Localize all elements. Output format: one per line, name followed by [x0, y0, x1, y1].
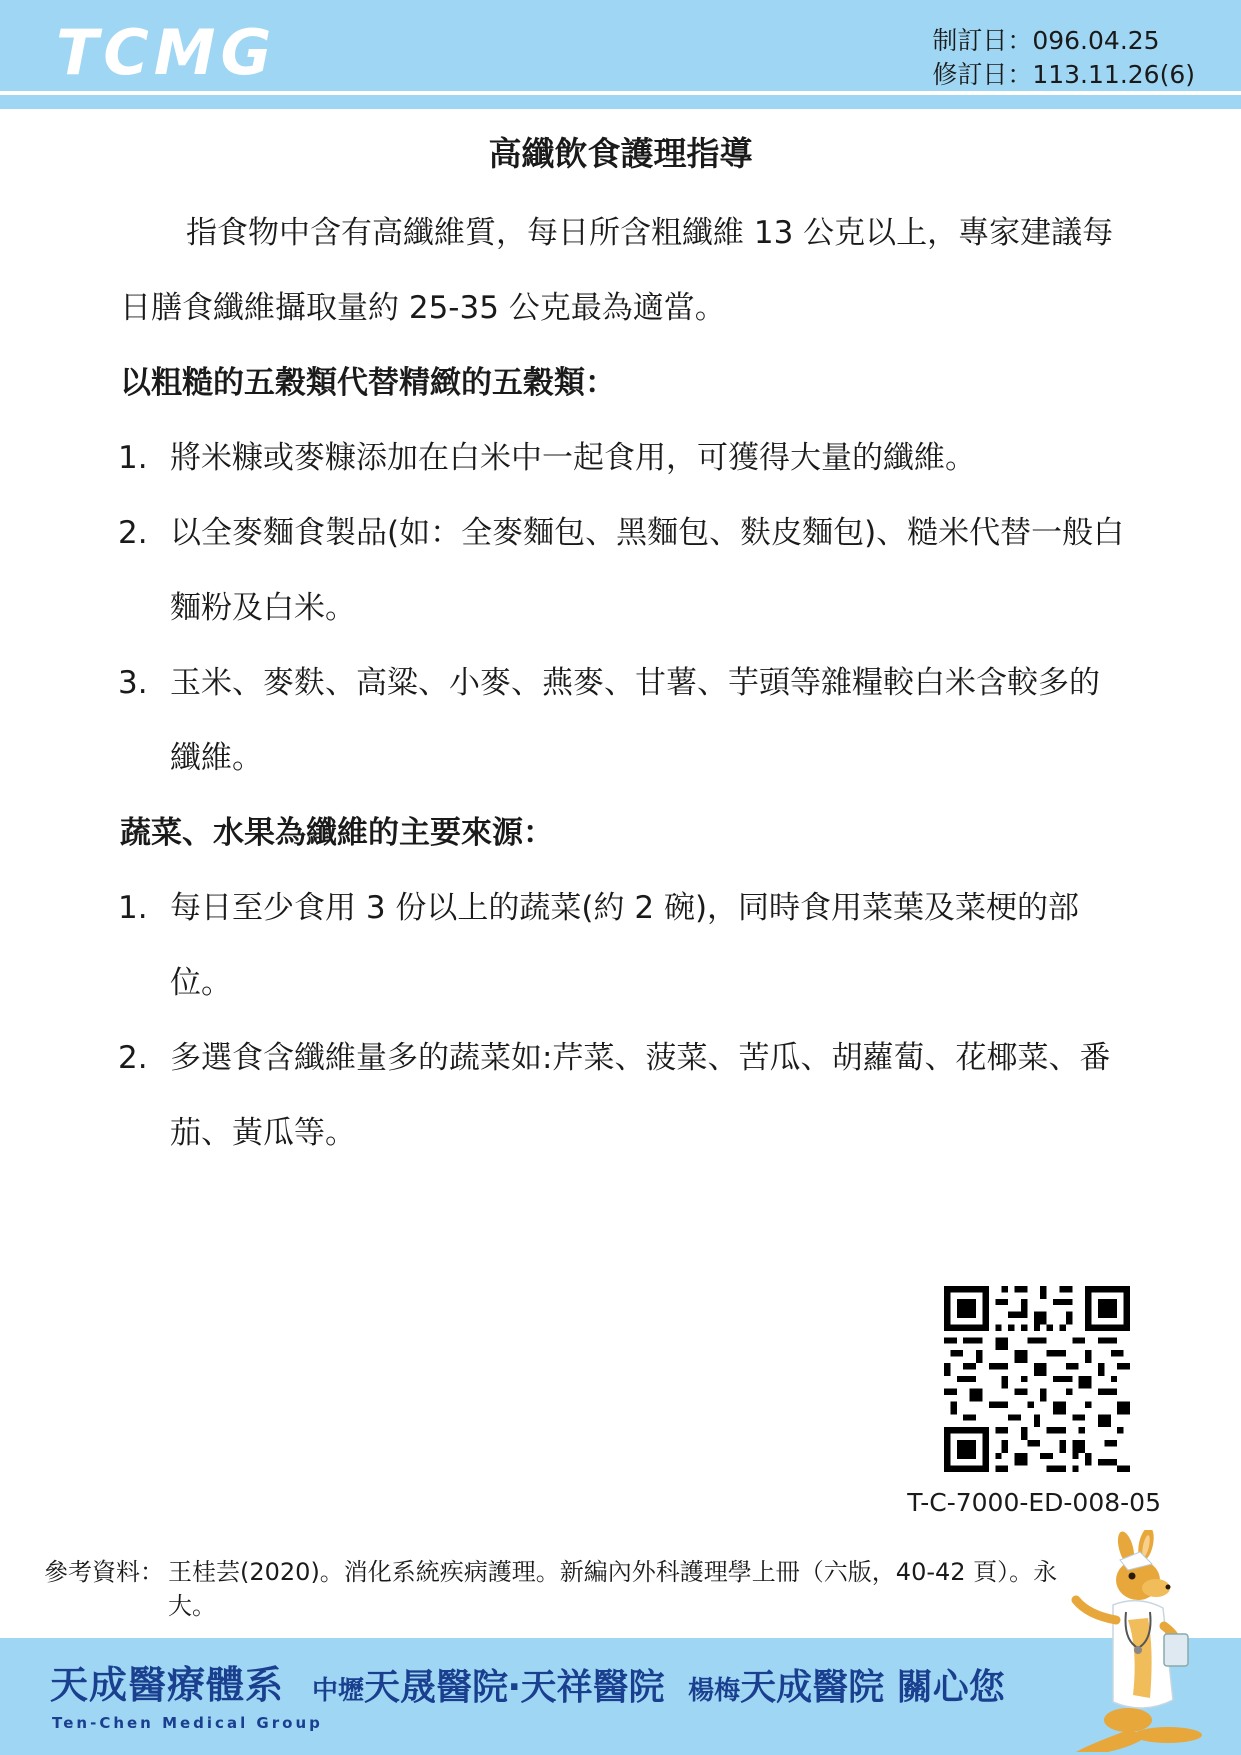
kangaroo-mascot-icon — [1068, 1530, 1218, 1755]
list-text: 玉米、麥麩、高粱、小麥、燕麥、甘薯、芋頭等雜糧較白米含較多的纖維。 — [170, 665, 1100, 776]
list-item — [118, 1021, 1128, 1171]
section-heading-grains: 以粗糙的五穀類代替精緻的五穀類： — [120, 365, 616, 401]
reference-note — [44, 1555, 1074, 1623]
document-code: T-C-7000-ED-008-05 — [907, 1488, 1161, 1517]
footer-brand-english: Ten-Chen Medical Group — [52, 1714, 323, 1732]
list-item — [118, 871, 1128, 1021]
footer-band — [0, 1638, 1241, 1755]
header-band — [0, 0, 1241, 92]
section-heading-vegetables: 蔬菜、水果為纖維的主要來源： — [120, 815, 554, 851]
reference-label: 參考資料： — [44, 1558, 164, 1586]
footer-slogan — [312, 1667, 1005, 1708]
list-item — [118, 421, 1128, 496]
intro-paragraph: 指食物中含有高纖維質，每日所含粗纖維 13 公克以上，專家建議每日膳食纖維攝取量約 25-35 公克最為適當。 — [120, 215, 1114, 326]
list-text: 將米糠或麥糠添加在白米中一起食用，可獲得大量的纖維。 — [170, 440, 976, 476]
footer-hospital-yangmei: 天成醫院 關心您 — [740, 1667, 1005, 1708]
list-text: 以全麥麵食製品(如：全麥麵包、黑麵包、麩皮麵包)、糙米代替一般白麵粉及白米。 — [170, 515, 1125, 626]
reference-text: 王桂芸(2020)。消化系統疾病護理。新編內外科護理學上冊（六版，40-42 頁）。永大。 — [168, 1558, 1058, 1620]
footer-hospitals-zhongli: 天晟醫院‧天祥醫院 — [364, 1667, 665, 1708]
revised-date: 修訂日：113.11.26(6) — [932, 60, 1195, 89]
footer-city-yangmei: 楊梅 — [688, 1676, 741, 1706]
tcmg-logo: TCMG — [56, 16, 277, 89]
header-lower-band — [0, 95, 1241, 109]
document-dates — [932, 24, 1195, 92]
list-item — [118, 646, 1128, 796]
list-text: 每日至少食用 3 份以上的蔬菜(約 2 碗)，同時食用菜葉及菜梗的部位。 — [170, 890, 1080, 1001]
footer-city-zhongli: 中壢 — [312, 1676, 365, 1706]
list-item — [118, 496, 1128, 646]
list-number: 1. — [118, 440, 148, 476]
list-text: 多選食含纖維量多的蔬菜如:芹菜、菠菜、苦瓜、胡蘿蔔、花椰菜、番茄、黃瓜等。 — [170, 1040, 1111, 1151]
footer-brand-name: 天成醫療體系 — [50, 1663, 285, 1707]
list-number: 3. — [118, 665, 148, 701]
created-date: 制訂日：096.04.25 — [932, 26, 1160, 55]
list-number: 2. — [118, 515, 148, 551]
list-number: 1. — [118, 890, 148, 926]
list-number: 2. — [118, 1040, 148, 1076]
page-title: 高纖飲食護理指導 — [488, 134, 753, 173]
qr-code-icon[interactable] — [944, 1286, 1130, 1472]
